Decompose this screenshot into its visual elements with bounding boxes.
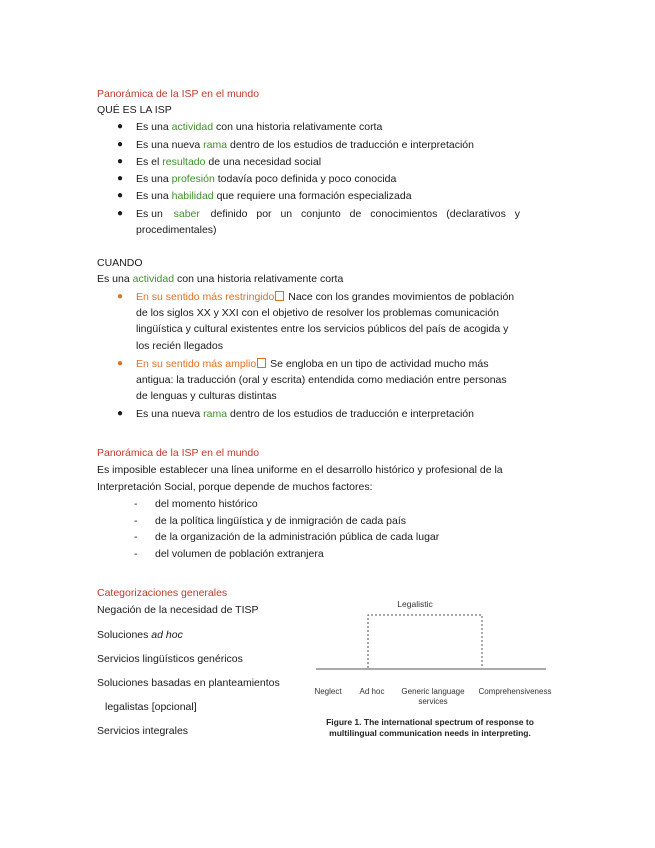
section2-intro: Es una actividad con una historia relativamente corta <box>97 273 344 285</box>
category-item: legalistas [opcional] <box>105 701 197 713</box>
list-item: Es una habilidad que requiere una formación especializada <box>136 190 412 202</box>
axis-label-generic-2: services <box>418 697 448 706</box>
section4-heading: Categorizaciones generales <box>97 587 228 599</box>
factor-item: de la política lingüística y de inmigración de cada país <box>155 515 406 527</box>
dash-marker: - <box>134 515 138 527</box>
figure-caption-1: Figure 1. The international spectrum of response to <box>326 717 534 727</box>
bullet-icon: ● <box>117 408 124 419</box>
figure-caption-2: multilingual communication needs in interpreting. <box>329 728 531 738</box>
bullet-icon: ● <box>117 173 124 184</box>
list-item: En su sentido más amplio Se engloba en un tipo de actividad mucho más <box>136 358 489 370</box>
list-item: Es una profesión todavía poco definida y poco conocida <box>136 173 397 185</box>
legalistic-bracket <box>368 615 482 668</box>
category-item: Soluciones ad hoc <box>97 629 183 641</box>
factor-item: del volumen de población extranjera <box>155 548 324 560</box>
dash-marker: - <box>134 498 138 510</box>
list-item-continuation: antigua: la traducción (oral y escrita) entendida como mediación entre personas <box>136 374 507 386</box>
list-item: Es una nueva rama dentro de los estudios de traducción e interpretación <box>136 408 474 420</box>
section1-heading: Panorámica de la ISP en el mundo <box>97 88 260 100</box>
bullet-icon: ● <box>117 358 124 369</box>
bullet-icon: ● <box>117 291 124 302</box>
paragraph-line: Es imposible establecer una línea uniforme en el desarrollo histórico y profesional de la <box>97 464 503 476</box>
dash-marker: - <box>134 531 138 543</box>
axis-label-generic: Generic language <box>401 687 465 696</box>
checkbox-icon <box>257 358 266 368</box>
list-item-continuation: lingüística y cultural existentes entre los servicios públicos del país de acogida y <box>136 323 509 335</box>
list-item-continuation: los recién llegados <box>136 340 223 352</box>
bullet-icon: ● <box>117 121 124 132</box>
section3-heading: Panorámica de la ISP en el mundo <box>97 447 260 459</box>
axis-label-neglect: Neglect <box>314 687 342 696</box>
list-item: Es una nueva rama dentro de los estudios de traducción e interpretación <box>136 139 474 151</box>
factor-item: de la organización de la administración pública de cada lugar <box>155 531 440 543</box>
bracket-label: Legalistic <box>397 599 433 609</box>
bullet-icon: ● <box>117 208 124 219</box>
section1-subheading: QUÉ ES LA ISP <box>97 104 172 116</box>
list-item-continuation: procedimentales) <box>136 224 217 236</box>
bullet-icon: ● <box>117 139 124 150</box>
category-item: Negación de la necesidad de TISP <box>97 604 259 616</box>
axis-label-adhoc: Ad hoc <box>359 687 385 696</box>
bullet-icon: ● <box>117 156 124 167</box>
spectrum-figure <box>312 595 557 745</box>
checkbox-icon <box>275 291 284 301</box>
list-item: Es una actividad con una historia relativamente corta <box>136 121 383 133</box>
paragraph-line: Interpretación Social, porque depende de muchos factores: <box>97 481 373 493</box>
list-item: En su sentido más restringido Nace con los grandes movimientos de población <box>136 291 515 303</box>
bullet-icon: ● <box>117 190 124 201</box>
category-item: Servicios integrales <box>97 725 189 737</box>
list-item: Es el resultado de una necesidad social <box>136 156 322 168</box>
category-item: Servicios lingüísticos genéricos <box>97 653 243 665</box>
category-item: Soluciones basadas en planteamientos <box>97 677 280 689</box>
axis-label-comprehensive: Comprehensiveness <box>478 687 552 696</box>
section2-heading: CUANDO <box>97 257 143 269</box>
spectrum-diagram <box>312 595 557 745</box>
list-item-continuation: de lenguas y culturas distintas <box>136 390 277 402</box>
factor-item: del momento histórico <box>155 498 258 510</box>
dash-marker: - <box>134 548 138 560</box>
list-item-continuation: de los siglos XX y XXI con el objetivo de resolver los problemas comunicación <box>136 307 500 319</box>
list-item: Es un saber definido por un conjunto de conocimientos (declarativos y <box>136 208 520 220</box>
